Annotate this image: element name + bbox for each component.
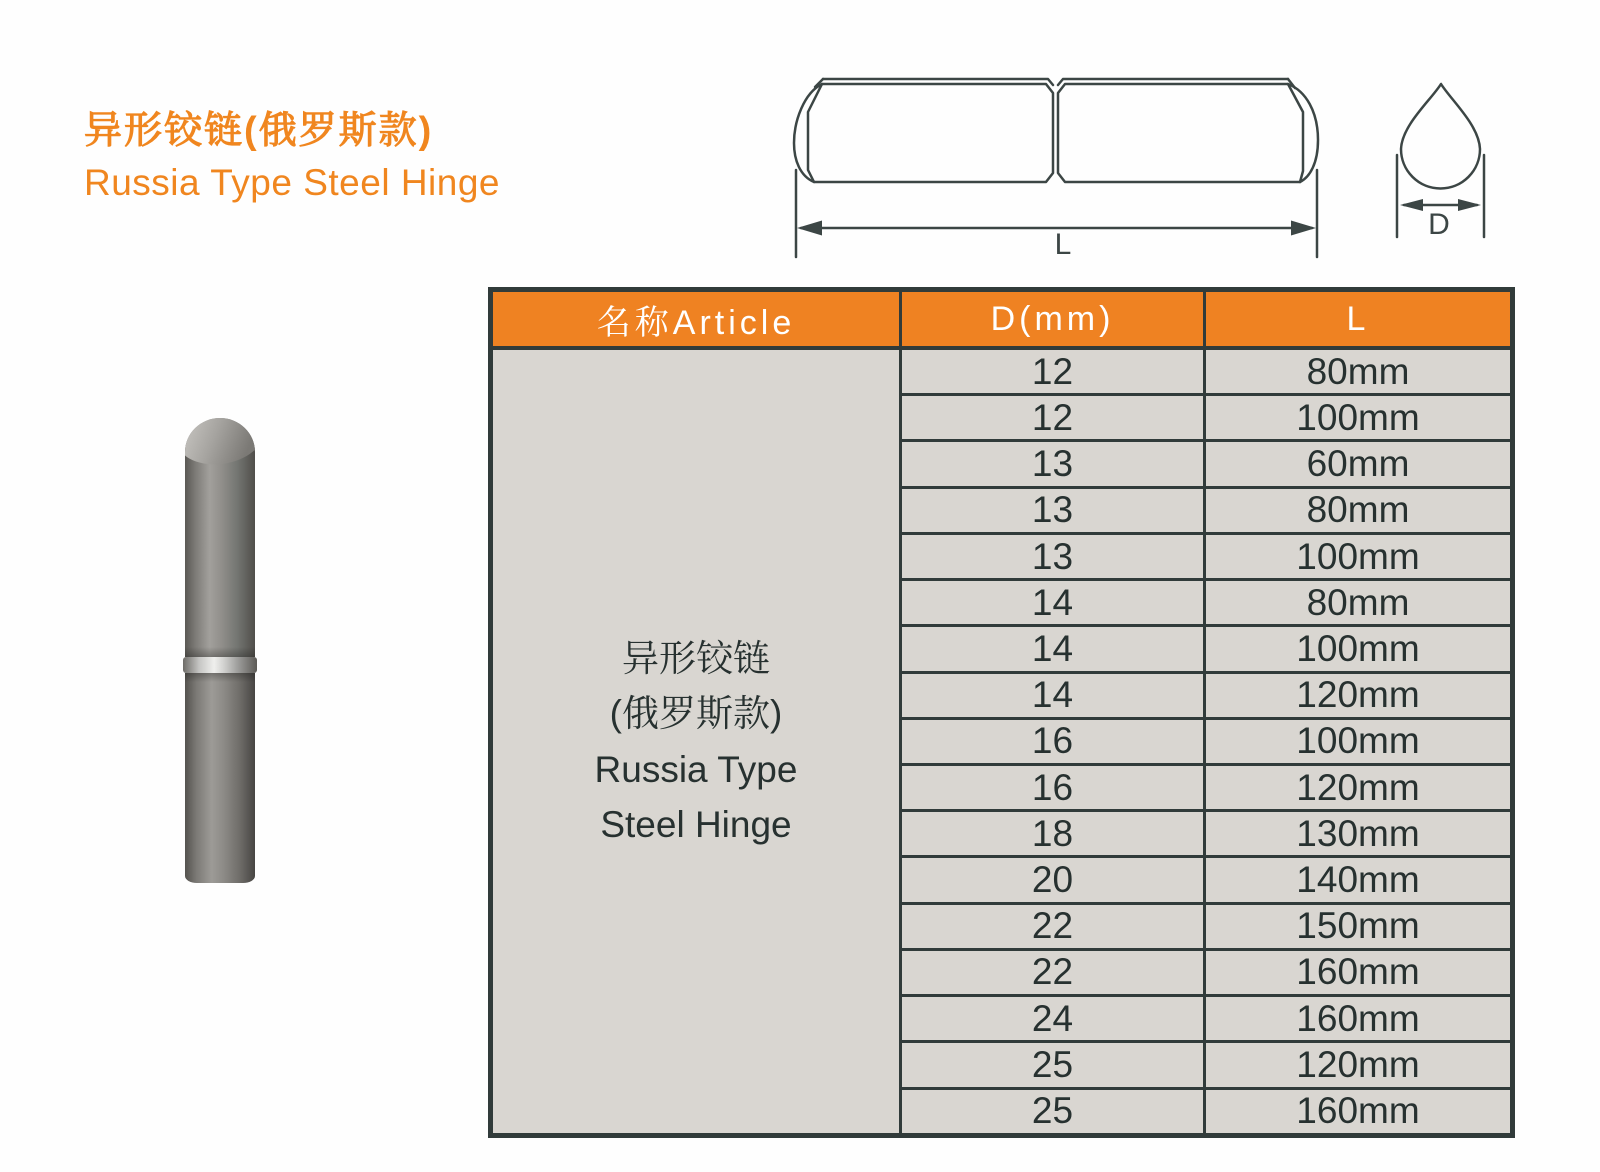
d-dim-label: D [1428, 208, 1450, 241]
d-dim-arrowhead-right [1458, 199, 1481, 211]
hinge-cross-section-teardrop [1401, 84, 1480, 189]
l-value-cell: 120mm [1205, 1042, 1513, 1088]
l-value-cell: 80mm [1205, 487, 1513, 533]
l-value-cell: 160mm [1205, 949, 1513, 995]
l-value-cell: 140mm [1205, 857, 1513, 903]
l-dim-arrowhead-right [1291, 221, 1316, 236]
l-value-cell: 160mm [1205, 996, 1513, 1042]
page-title-english: Russia Type Steel Hinge [84, 161, 500, 203]
l-value-cell: 100mm [1205, 718, 1513, 764]
d-value-cell: 13 [901, 533, 1205, 579]
header-length: L [1205, 290, 1513, 349]
hinge-side-right-half [1058, 84, 1318, 182]
d-value-cell: 13 [901, 441, 1205, 487]
d-value-cell: 14 [901, 580, 1205, 626]
hinge-side-top-line-tick-right [1288, 79, 1295, 88]
article-line: 异形铰链 [622, 637, 770, 679]
spec-table-header-row [491, 290, 1513, 349]
d-value-cell: 20 [901, 857, 1205, 903]
l-value-cell: 60mm [1205, 441, 1513, 487]
article-line: Russia Type [594, 748, 798, 790]
page-title-chinese: 异形铰链(俄罗斯款) [84, 110, 434, 152]
d-value-cell: 12 [901, 348, 1205, 395]
l-value-cell: 100mm [1205, 395, 1513, 441]
product-photo-hinge-pin [185, 418, 255, 883]
l-value-cell: 120mm [1205, 672, 1513, 718]
d-value-cell: 24 [901, 996, 1205, 1042]
d-value-cell: 18 [901, 811, 1205, 857]
l-value-cell: 80mm [1205, 348, 1513, 395]
d-value-cell: 22 [901, 903, 1205, 949]
pin-lower-cylinder [185, 673, 255, 883]
l-value-cell: 130mm [1205, 811, 1513, 857]
hinge-side-top-line-tick-left [815, 79, 823, 87]
l-value-cell: 100mm [1205, 626, 1513, 672]
article-line: Steel Hinge [600, 804, 792, 845]
l-value-cell: 120mm [1205, 764, 1513, 810]
d-value-cell: 16 [901, 718, 1205, 764]
d-value-cell: 25 [901, 1042, 1205, 1088]
d-value-cell: 14 [901, 626, 1205, 672]
article-line: (俄罗斯款) [609, 693, 783, 734]
hinge-side-top-line [823, 79, 1288, 85]
l-value-cell: 100mm [1205, 533, 1513, 579]
page-title [84, 108, 500, 204]
l-dim-arrowhead-left [797, 221, 822, 236]
d-value-cell: 22 [901, 949, 1205, 995]
article-merged-cell [491, 348, 901, 1136]
l-value-cell: 160mm [1205, 1088, 1513, 1135]
d-value-cell: 12 [901, 395, 1205, 441]
header-diameter: D(mm) [901, 290, 1205, 349]
l-value-cell: 80mm [1205, 580, 1513, 626]
hinge-side-right-chamfer [1288, 84, 1303, 182]
pin-upper-cylinder [185, 418, 255, 657]
d-dim-arrowhead-left [1400, 199, 1423, 211]
d-value-cell: 13 [901, 487, 1205, 533]
l-value-cell: 150mm [1205, 903, 1513, 949]
header-article: 名称Article [491, 290, 901, 349]
hinge-side-left-half [794, 84, 1053, 182]
d-value-cell: 16 [901, 764, 1205, 810]
l-dim-label: L [1054, 228, 1072, 261]
table-row [491, 348, 1513, 395]
hinge-side-left-chamfer [808, 84, 822, 182]
d-value-cell: 25 [901, 1088, 1205, 1135]
d-value-cell: 14 [901, 672, 1205, 718]
pin-middle-washer [183, 657, 257, 673]
spec-table [488, 287, 1515, 1138]
